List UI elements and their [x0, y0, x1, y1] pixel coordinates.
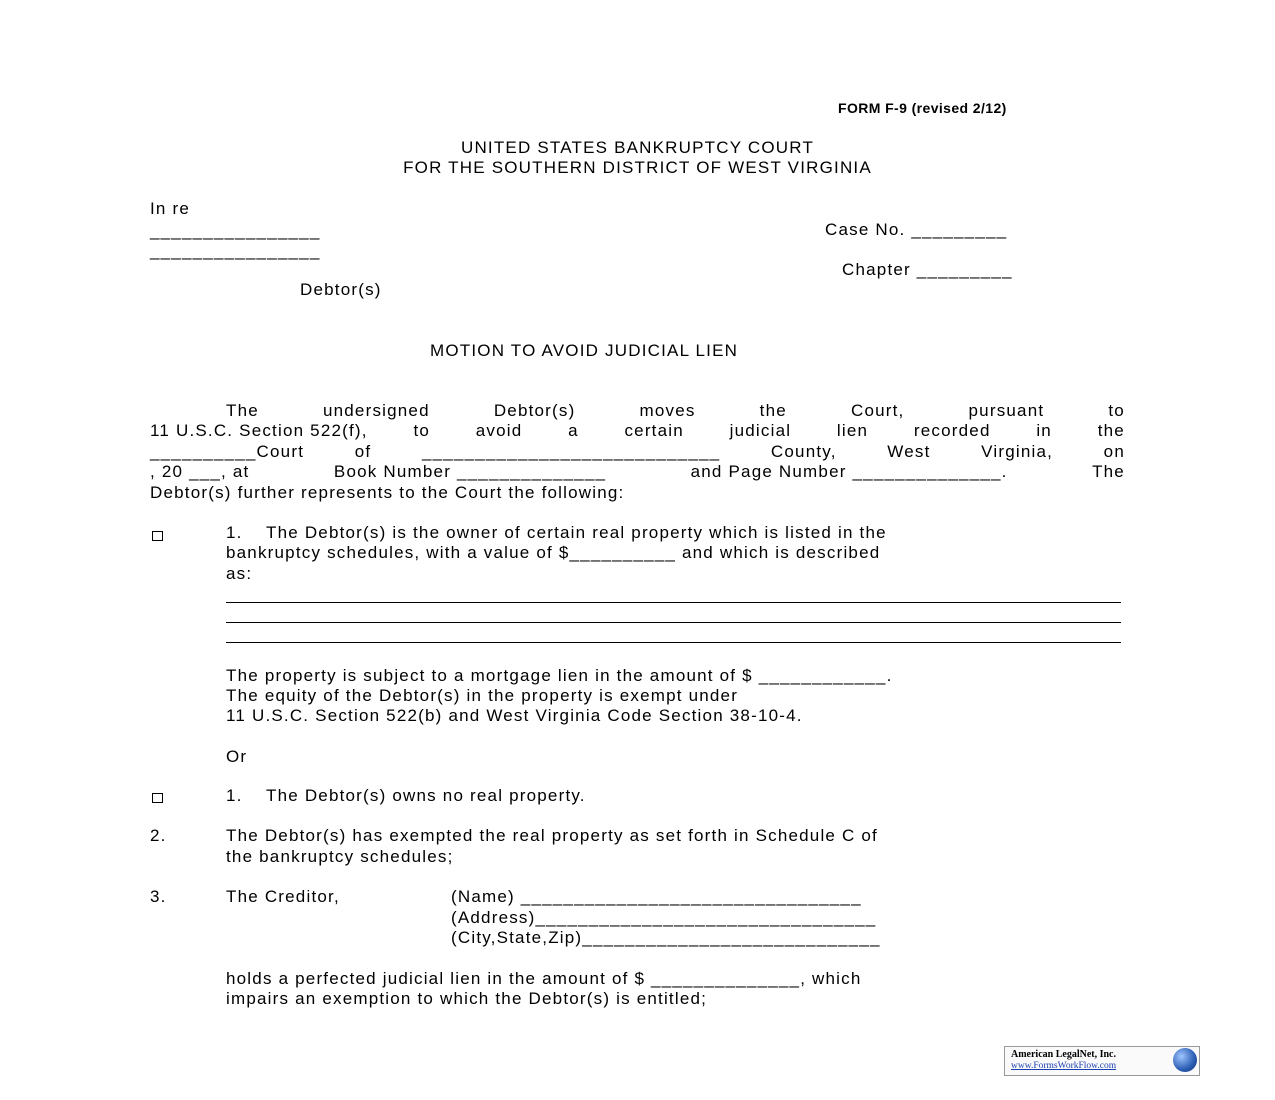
document-title: MOTION TO AVOID JUDICIAL LIEN	[430, 341, 739, 360]
mortgage-line-1: The property is subject to a mortgage lien in the amount of $ ____________.	[226, 666, 893, 685]
mortgage-line-3: 11 U.S.C. Section 522(b) and West Virginia Code Section 38-10-4.	[226, 706, 803, 725]
intro-word: The	[1092, 462, 1125, 481]
intro-word: recorded	[913, 421, 991, 440]
intro-word: lien	[836, 421, 869, 440]
intro-word: Virginia,	[981, 442, 1054, 461]
creditor-label: The Creditor,	[226, 887, 340, 906]
intro-word: Book Number ______________	[333, 462, 607, 481]
item1a-number: 1.	[226, 523, 243, 542]
form-id: FORM F-9 (revised 2/12)	[838, 100, 1007, 116]
intro-line-1	[226, 401, 1125, 422]
no-property-checkbox[interactable]	[152, 793, 163, 803]
logo-url[interactable]: www.FormsWorkFlow.com	[1011, 1061, 1117, 1071]
intro-word: to	[1108, 401, 1125, 420]
intro-word: West	[887, 442, 931, 461]
or-label: Or	[226, 747, 248, 766]
property-description-line-1[interactable]	[226, 602, 1121, 603]
intro-word: a	[568, 421, 579, 440]
debtor-name-blank-2: ________________	[150, 241, 321, 260]
intro-word: judicial	[729, 421, 792, 440]
property-description-line-3[interactable]	[226, 642, 1121, 643]
intro-word: Debtor(s)	[493, 401, 576, 420]
intro-word: 11 U.S.C. Section 522(f),	[150, 421, 368, 440]
intro-word: in	[1036, 421, 1052, 440]
intro-word: certain	[624, 421, 684, 440]
court-district: FOR THE SOUTHERN DISTRICT OF WEST VIRGINIA	[403, 158, 872, 177]
intro-line-2	[150, 421, 1125, 442]
intro-word: The	[226, 401, 259, 420]
item1b-text: The Debtor(s) owns no real property.	[266, 786, 586, 805]
globe-icon	[1173, 1048, 1197, 1072]
intro-line-5: Debtor(s) further represents to the Court the following:	[150, 483, 625, 502]
debtor-label: Debtor(s)	[300, 280, 382, 299]
intro-word: avoid	[475, 421, 523, 440]
american-legalnet-logo[interactable]	[1004, 1046, 1200, 1076]
logo-company: American LegalNet, Inc.	[1011, 1049, 1116, 1060]
intro-word: pursuant	[968, 401, 1045, 420]
creditor-address-field: (Address)________________________________	[451, 908, 877, 927]
owns-property-checkbox[interactable]	[152, 531, 163, 541]
item2-number: 2.	[150, 826, 167, 845]
chapter-field: Chapter _________	[842, 260, 1013, 279]
intro-word: ____________________________	[421, 442, 721, 461]
case-number-field: Case No. _________	[825, 220, 1008, 239]
creditor-name-field: (Name) ________________________________	[451, 887, 862, 906]
intro-word: undersigned	[322, 401, 430, 420]
intro-word: the	[759, 401, 787, 420]
intro-word: , 20 ___, at	[150, 462, 250, 481]
item1b-number: 1.	[226, 786, 243, 805]
item1a-line-2: bankruptcy schedules, with a value of $__________ and which is described	[226, 543, 881, 562]
intro-word: County,	[770, 442, 837, 461]
property-description-line-2[interactable]	[226, 622, 1121, 623]
intro-word: of	[354, 442, 372, 461]
mortgage-line-2: The equity of the Debtor(s) in the property is exempt under	[226, 686, 739, 705]
in-re-label: In re	[150, 199, 191, 218]
intro-word: and Page Number ______________.	[690, 462, 1008, 481]
intro-word: the	[1097, 421, 1125, 440]
item3-line-2: impairs an exemption to which the Debtor(s) is entitled;	[226, 989, 708, 1008]
item1a-line-1: The Debtor(s) is the owner of certain real property which is listed in the	[266, 523, 887, 542]
debtor-name-blank-1: ________________	[150, 221, 321, 240]
intro-line-4	[150, 462, 1125, 483]
item3-number: 3.	[150, 887, 167, 906]
intro-word: __________Court	[150, 442, 305, 461]
item2-line-2: the bankruptcy schedules;	[226, 847, 454, 866]
intro-word: to	[413, 421, 431, 440]
creditor-city-field: (City,State,Zip)____________________________	[451, 928, 881, 947]
intro-word: on	[1103, 442, 1125, 461]
item2-line-1: The Debtor(s) has exempted the real property as set forth in Schedule C of	[226, 826, 878, 845]
intro-word: Court,	[850, 401, 905, 420]
item1a-line-3: as:	[226, 564, 253, 583]
intro-word: moves	[639, 401, 696, 420]
item3-line-1: holds a perfected judicial lien in the amount of $ ______________, which	[226, 969, 862, 988]
court-name: UNITED STATES BANKRUPTCY COURT	[460, 138, 815, 157]
intro-line-3	[150, 442, 1125, 463]
